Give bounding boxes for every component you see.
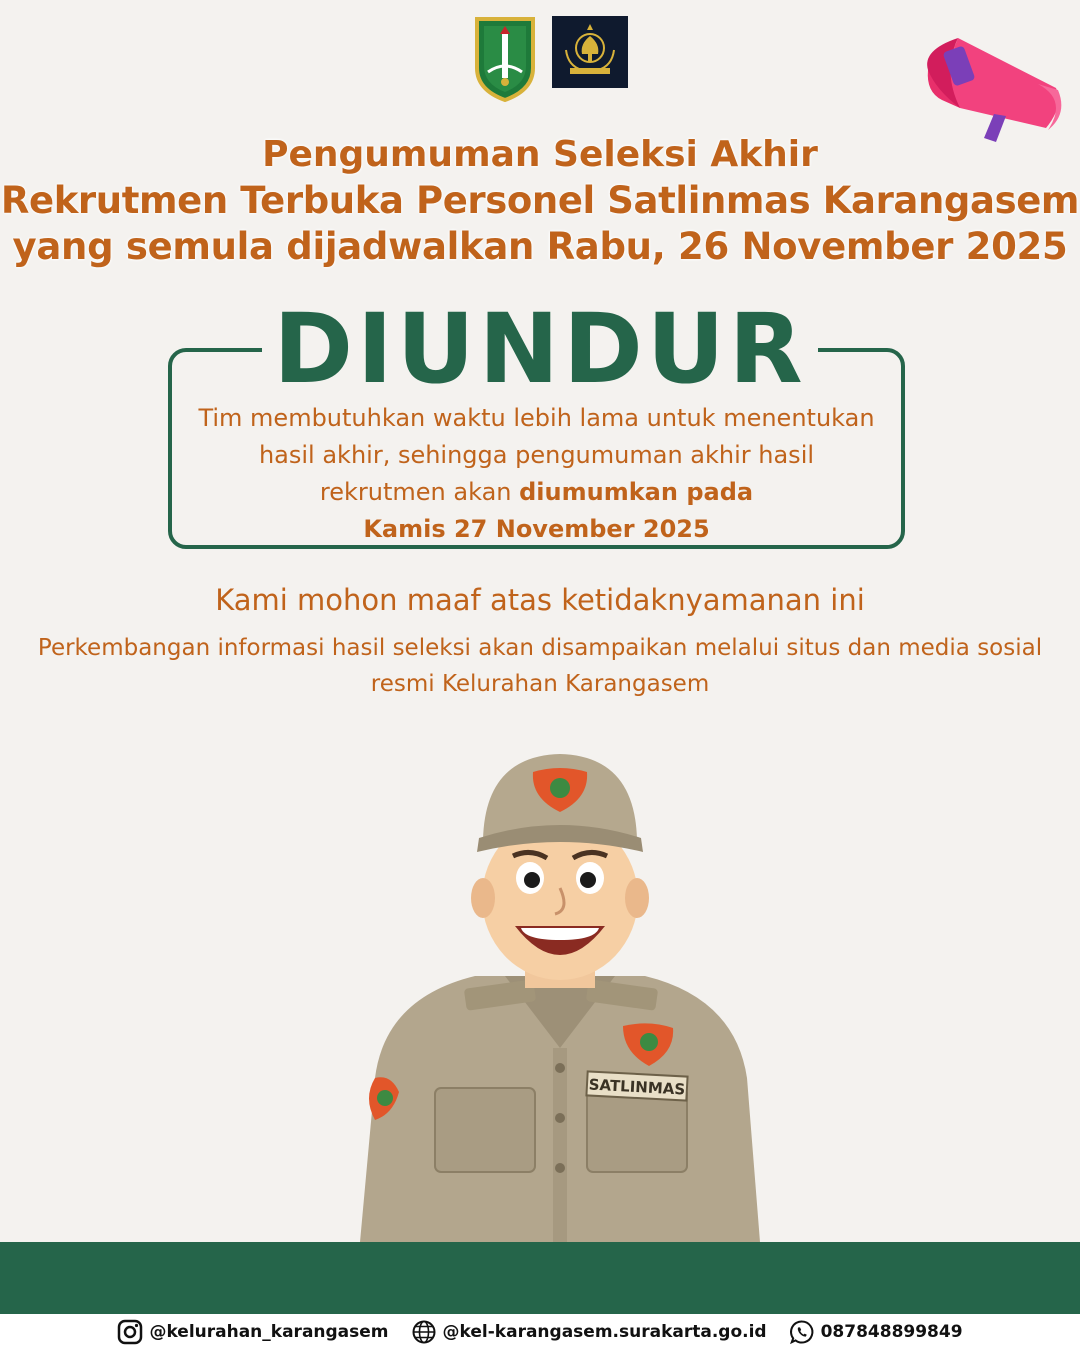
instagram-handle: @kelurahan_karangasem [149,1322,389,1342]
globe-icon [411,1319,437,1345]
notice-line-3-prefix: rekrutmen akan [319,478,520,506]
satlinmas-officer-illustration [355,748,765,1242]
title-line-2: Rekrutmen Terbuka Personel Satlinmas Karangasem [0,179,1080,222]
announcement-title [0,132,1080,270]
whatsapp-icon [789,1319,815,1345]
instagram-icon [117,1319,143,1345]
notice-line-3 [170,474,903,511]
footer-band [0,1242,1080,1314]
contact-footer [0,1314,1080,1350]
name-tag-text: SATLINMAS [588,1075,686,1099]
notice-line-4 [170,511,903,548]
new-announcement-date: Kamis 27 November 2025 [363,515,710,543]
title-line-1: Pengumuman Seleksi Akhir [262,134,818,175]
notice-line-3-bold: diumumkan pada [519,478,754,506]
instagram-contact[interactable] [117,1319,388,1345]
postponed-headline: DIUNDUR [273,293,807,405]
info-line-1: Perkembangan informasi hasil seleksi akan disampaikan melalui situs dan media sosial [37,635,1043,661]
notice-text [170,400,903,548]
logo-group [474,16,628,102]
kota-surakarta-emblem [474,16,536,102]
whatsapp-contact[interactable] [789,1319,963,1345]
whatsapp-number: 087848899849 [820,1322,963,1342]
website-contact[interactable] [411,1319,767,1345]
title-line-3: yang semula dijadwalkan Rabu, 26 November 2025 [12,225,1068,268]
apology-text: Kami mohon maaf atas ketidaknyamanan ini [215,583,865,617]
info-text [0,630,1080,702]
notice-line-2: hasil akhir, sehingga pengumuman akhir hasil [258,441,815,469]
satlinmas-emblem [552,16,628,88]
info-line-2: resmi Kelurahan Karangasem [370,671,710,697]
notice-line-1: Tim membutuhkan waktu lebih lama untuk menentukan [198,404,875,432]
website-url: @kel-karangasem.surakarta.go.id [442,1322,767,1342]
megaphone-icon [918,10,1068,150]
